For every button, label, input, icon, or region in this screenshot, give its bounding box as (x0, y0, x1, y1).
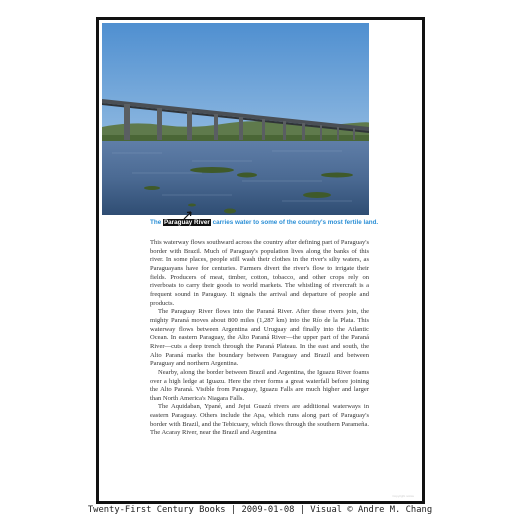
caption-highlight: Paraguay River (163, 219, 210, 226)
body-text (150, 239, 369, 438)
paragraph: The Aquidaban, Ypané, and Jejui Guazú rivers are additional waterways in eastern Paraguay. Others include the Apa, which runs along part of Paraguay's border with Brazil, and the Tebicuary, which flows through the southern Parameña. The Acaray River, near the Brazil and Argentina (150, 403, 369, 437)
attribution-footer: Twenty-First Century Books | 2009-01-08 | Visual © Andre M. Chang (87, 505, 433, 515)
paragraph: The Paraguay River flows into the Paraná River. After these rivers join, the mighty Paraná moves about 800 miles (1,287 km) into the Río de la Plata. This waterway flows between Argentina and Uruguay and finally into the Atlantic Ocean. In eastern Paraguay, the Alto Paraná River—the upper part of the Paraná River—cuts a deep trench through the Paraná Plateau. In the east and south, the Alto Paraná marks the boundary between Paraguay and Brazil and between Paraguay and northern Argentina. (150, 308, 369, 368)
book-page (96, 17, 425, 504)
photo-credit: Copyright notice (392, 494, 414, 498)
caption-rest: carries water to some of the country's most fertile land. (212, 219, 379, 226)
paragraph: This waterway flows southward across the country after defining part of Paraguay's border with Brazil. Much of Paraguay's population lives along the banks of this river. In some places, people still wash their clothes in the river's silty waters, as Paraguayans have for centuries. Farmers divert the river's flow to irrigate their fields. Producers of meat, timber, cotton, tobacco, and other crops rely on riverboats to carry their goods to world markets. The whistling of rivercraft is a frequent sound in Paraguay. It signals the arrival and departure of people and products. (150, 239, 369, 307)
river-bridge-photo (102, 23, 369, 215)
cursor-arrow-icon (181, 208, 195, 222)
paragraph: Nearby, along the border between Brazil and Argentina, the Iguazu River foams over a high ledge at Iguazu. Here the river forms a great waterfall before joining the Alto Paraná. Visible from Paraguay, Iguazu Falls are much higher and larger than North America's Niagara Falls. (150, 368, 369, 402)
caption-prefix: The (150, 219, 162, 226)
